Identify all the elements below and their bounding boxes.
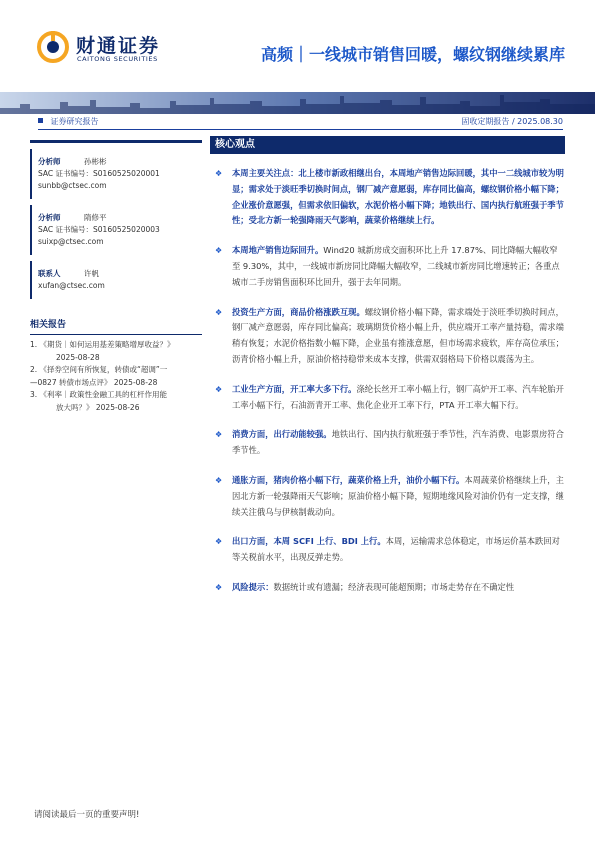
diamond-icon: ❖ (215, 307, 223, 317)
analyst-email[interactable]: xufan@ctsec.com (38, 281, 105, 290)
analyst-email[interactable]: sunbb@ctsec.com (38, 181, 107, 190)
logo-text-cn: 财通证券 (76, 35, 161, 57)
analyst-card (30, 261, 202, 299)
bullet-item: ❖ 风险提示：数据统计或有遗漏；经济表现可能超预期；市场走势存在不确定性 (210, 580, 565, 596)
core-views-section (210, 136, 565, 596)
analyst-name: 孙彬彬 (84, 157, 107, 166)
analyst-sac: SAC 证书编号：S0160525020003 (38, 225, 160, 234)
analyst-role: 分析师 (38, 157, 61, 166)
disclaimer-note: 请阅读最后一页的重要声明! (34, 810, 140, 820)
section-heading: 核心观点 (210, 136, 565, 154)
bullet-item: ❖ 投资生产方面，商品价格涨跌互现。螺纹钢价格小幅下降，需求端处于淡旺季切换时间点，钢厂减产意愿弱，库存同比偏高；玻璃期货价格小幅上升，供应端开工率产量持稳，需求端稍有恢复；水泥价格指数小幅下降，企业虽有推涨意愿，但市场需求疲软，库存高位承压；沥青价格小幅上升，原油价格持稳带来成本支撑，供需双弱格局下价格以震荡为主。 (215, 306, 564, 364)
analyst-role: 联系人 (38, 269, 61, 278)
related-report-item[interactable]: 2. 《择券空间有所恢复，转债或“超调”一 —0827 转债市场点评》 2025-08-28 (30, 365, 168, 387)
sidebar (30, 140, 202, 414)
related-report-item[interactable]: 1. 《期货｜如何运用基差策略增厚收益？》 2025-08-28 (30, 340, 175, 362)
logo-mark-icon (36, 30, 70, 64)
skyline-image (0, 92, 595, 114)
square-icon (38, 118, 43, 123)
related-reports-title: 相关报告 (30, 320, 67, 330)
bullet-item: ❖ 本周地产销售边际回升。Wind20 城新房成交面积环比上升 17.87%、同比降幅大幅收窄至 9.30%，其中，一线城市新房同比降幅大幅收窄，二线城市新房同比增速转正；各重点城市二手房销售面积环比回升，强于去年同期。 (215, 245, 560, 287)
analyst-sac: SAC 证书编号：S0160525020001 (38, 169, 160, 178)
analyst-name: 隋修平 (84, 213, 107, 222)
divider (30, 334, 202, 335)
bullet-item: ❖ 出口方面，本周 SCFI 上行、BDI 上行。本周，运输需求总体稳定，市场运价基本跌回对等关税前水平，出现反弹走势。 (215, 536, 560, 563)
report-type-bar (38, 116, 563, 130)
report-title: 高频｜一线城市销售回暖，螺纹钢继续累库 (260, 45, 565, 64)
analyst-role: 分析师 (38, 213, 61, 222)
diamond-icon: ❖ (215, 384, 223, 394)
logo-text-en: CAITONG SECURITIES (77, 55, 158, 63)
analyst-card (30, 149, 202, 199)
related-report-item[interactable]: 3. 《利率｜政策性金融工具的杠杆作用能 放大吗？》 2025-08-26 (30, 390, 168, 412)
analyst-email[interactable]: suixp@ctsec.com (38, 237, 104, 246)
bullet-item: ❖ 工业生产方面，开工率大多下行。涤纶长丝开工率小幅上行，钢厂高炉开工率、汽车轮胎开工率小幅下行，石油沥青开工率、焦化企业开工率下行，PTA 开工率大幅下行。 (215, 383, 564, 410)
report-category: 证券研究报告 (50, 117, 99, 126)
divider (38, 129, 563, 130)
sidebar-top-rule (30, 140, 202, 143)
skyline-banner (0, 92, 595, 114)
report-date-label: 固收定期报告 / 2025.08.30 (461, 117, 563, 126)
diamond-icon: ❖ (215, 246, 223, 256)
diamond-icon: ❖ (215, 430, 223, 440)
diamond-icon: ❖ (215, 582, 223, 592)
diamond-icon: ❖ (215, 169, 223, 178)
bullet-item: ❖ 消费方面，出行动能较强。地铁出行、国内执行航班强于季节性，汽车消费、电影票房符合季节性。 (215, 429, 564, 456)
bullet-item: ❖ 通胀方面，猪肉价格小幅下行，蔬菜价格上升，油价小幅下行。本周蔬菜价格继续上升，主因北方新一轮强降雨天气影响；原油价格小幅下降，短期地缘风险对油价仍有一定支撑，继续关注俄乌与伊核制裁动向。 (215, 474, 564, 517)
analyst-name: 许帆 (84, 269, 99, 278)
diamond-icon: ❖ (215, 537, 223, 547)
diamond-icon: ❖ (215, 475, 223, 485)
company-logo (36, 28, 181, 68)
bullet-item: ❖ 本周主要关注点：北上楼市新政相继出台，本周地产销售边际回暖，其中一二线城市较为明显；需求处于淡旺季切换时间点，钢厂减产意愿弱，库存同比偏高，螺纹钢价格小幅下降；企业涨价意愿强，但需求依旧偏软，水泥价格小幅下降；地铁出行、国内执行航班强于季节性；受北方新一轮强降雨天气影响，蔬菜价格继续上行。 (215, 168, 564, 226)
analyst-card (30, 205, 202, 255)
